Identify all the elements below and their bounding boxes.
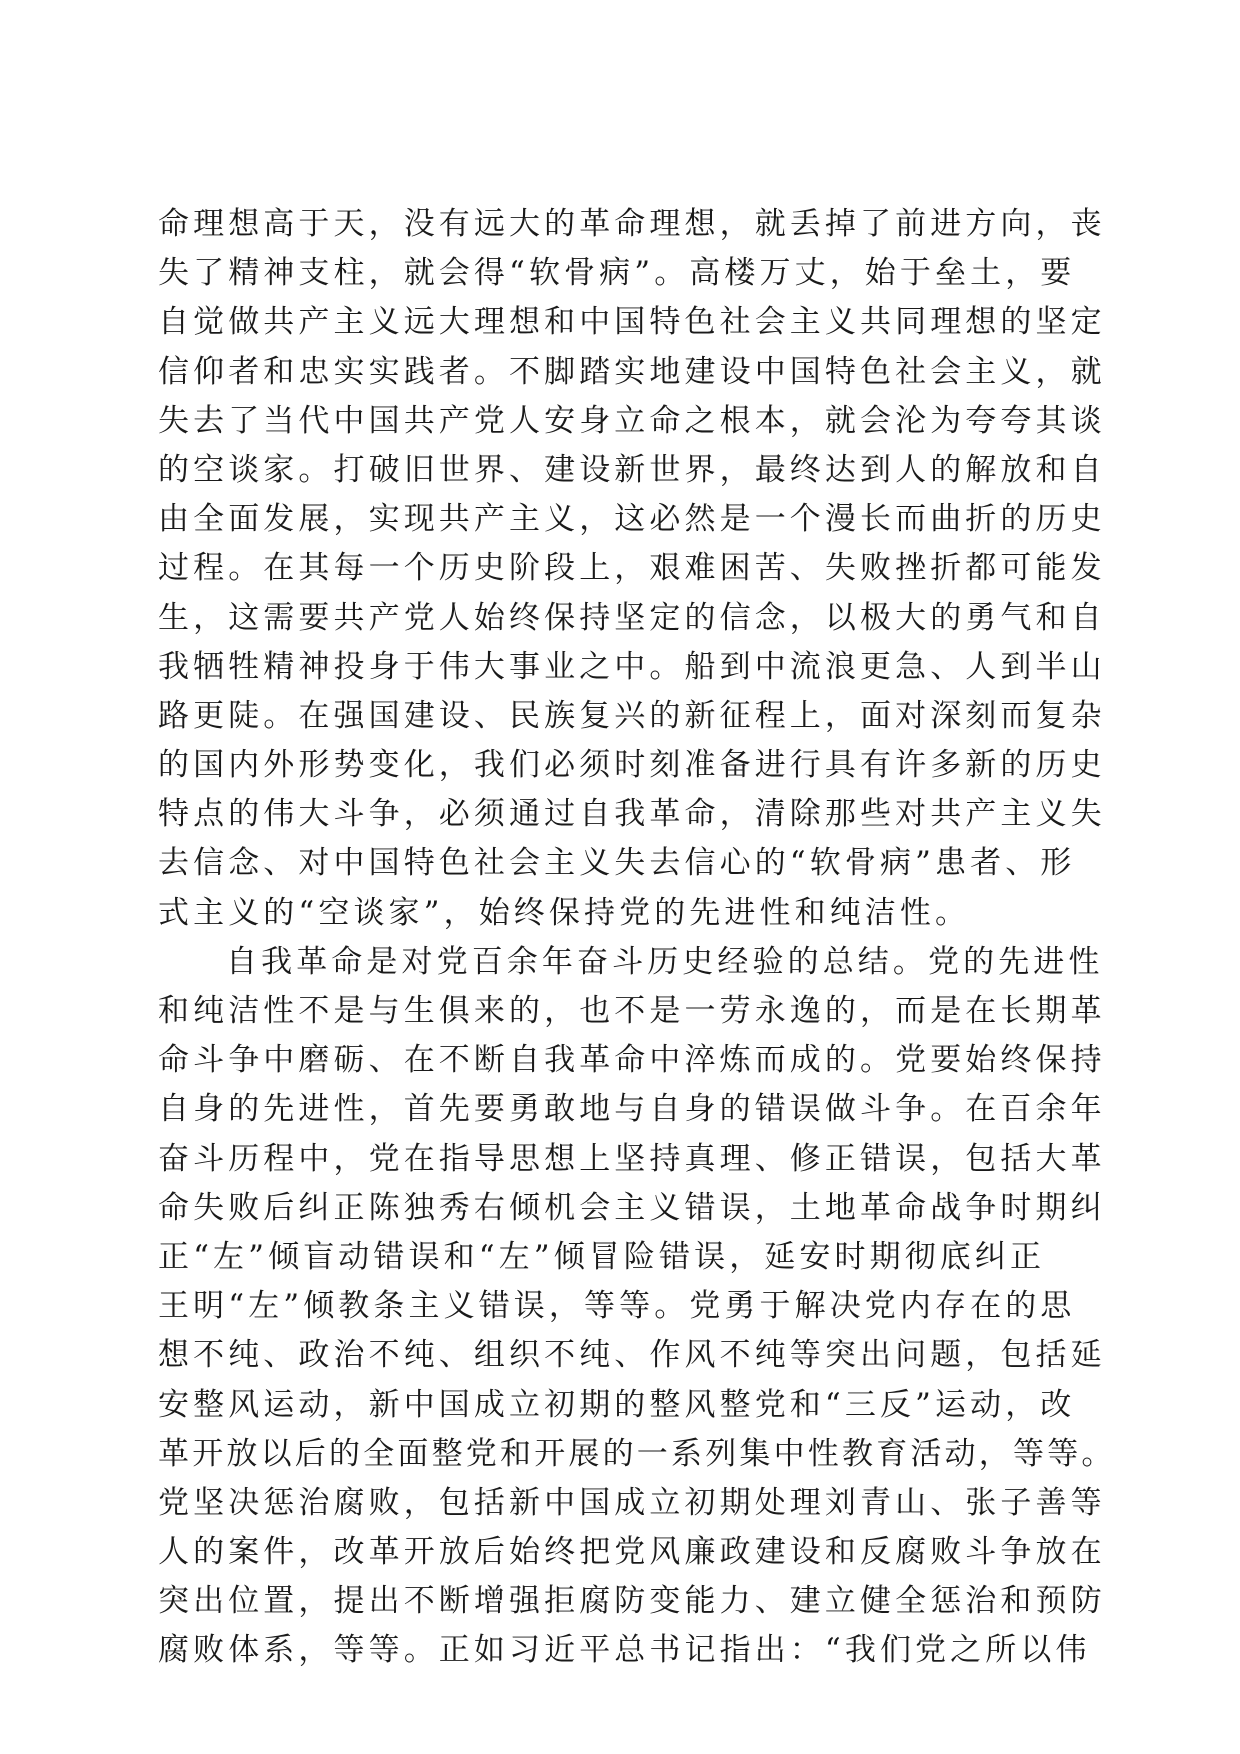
text-line: 的国内外形势变化，我们必须时刻准备进行具有许多新的历史	[158, 747, 1106, 784]
text-line: 由全面发展，实现共产主义，这必然是一个漫长而曲折的历史	[158, 501, 1106, 538]
text-line: 奋斗历程中，党在指导思想上坚持真理、修正错误，包括大革	[158, 1140, 1106, 1177]
text-line: 党坚决惩治腐败，包括新中国成立初期处理刘青山、张子善等	[158, 1484, 1106, 1521]
text-line: 和纯洁性不是与生俱来的，也不是一劳永逸的，而是在长期革	[158, 993, 1106, 1029]
paragraph-start-line: 自我革命是对党百余年奋斗历史经验的总结。党的先进性	[226, 943, 1104, 980]
text-line: 正“左”倾盲动错误和“左”倾冒险错误，延安时期彻底纠正	[158, 1238, 1046, 1275]
text-line: 去信念、对中国特色社会主义失去信心的“软骨病”患者、形	[158, 845, 1076, 882]
text-line: 式主义的“空谈家”，始终保持党的先进性和纯洁性。	[158, 894, 971, 931]
text-line: 信仰者和忠实实践者。不脚踏实地建设中国特色社会主义，就	[158, 353, 1106, 390]
text-line: 自身的先进性，首先要勇敢地与自身的错误做斗争。在百余年	[158, 1091, 1106, 1128]
text-line: 我牺牲精神投身于伟大事业之中。船到中流浪更急、人到半山	[158, 648, 1106, 685]
text-line: 生，这需要共产党人始终保持坚定的信念，以极大的勇气和自	[158, 599, 1106, 636]
text-line: 的空谈家。打破旧世界、建设新世界，最终达到人的解放和自	[158, 451, 1106, 488]
text-line: 失了精神支柱，就会得“软骨病”。高楼万丈，始于垒土，要	[158, 255, 1076, 292]
text-line: 路更陡。在强国建设、民族复兴的新征程上，面对深刻而复杂	[158, 697, 1106, 734]
text-line: 王明“左”倾教条主义错误，等等。党勇于解决党内存在的思	[158, 1288, 1076, 1325]
text-line: 腐败体系，等等。正如习近平总书记指出：“我们党之所以伟	[158, 1632, 1091, 1669]
text-line: 突出位置，提出不断增强拒腐防变能力、建立健全惩治和预防	[158, 1583, 1106, 1620]
text-line: 革开放以后的全面整党和开展的一系列集中性教育活动，等等。	[158, 1435, 1116, 1472]
text-line: 命理想高于天，没有远大的革命理想，就丢掉了前进方向，丧	[158, 206, 1106, 242]
body-text	[158, 200, 1116, 1676]
text-line: 过程。在其每一个历史阶段上，艰难困苦、失败挫折都可能发	[158, 550, 1106, 587]
text-line: 自觉做共产主义远大理想和中国特色社会主义共同理想的坚定	[158, 304, 1106, 341]
text-line: 特点的伟大斗争，必须通过自我革命，清除那些对共产主义失	[158, 796, 1106, 833]
text-line: 想不纯、政治不纯、组织不纯、作风不纯等突出问题，包括延	[158, 1337, 1106, 1374]
text-line: 安整风运动，新中国成立初期的整风整党和“三反”运动，改	[158, 1386, 1076, 1423]
text-line: 命失败后纠正陈独秀右倾机会主义错误，土地革命战争时期纠	[158, 1189, 1106, 1226]
text-line: 命斗争中磨砺、在不断自我革命中淬炼而成的。党要始终保持	[158, 1042, 1106, 1079]
text-line: 失去了当代中国共产党人安身立命之根本，就会沦为夸夸其谈	[158, 402, 1106, 439]
text-line: 人的案件，改革开放后始终把党风廉政建设和反腐败斗争放在	[158, 1534, 1106, 1571]
